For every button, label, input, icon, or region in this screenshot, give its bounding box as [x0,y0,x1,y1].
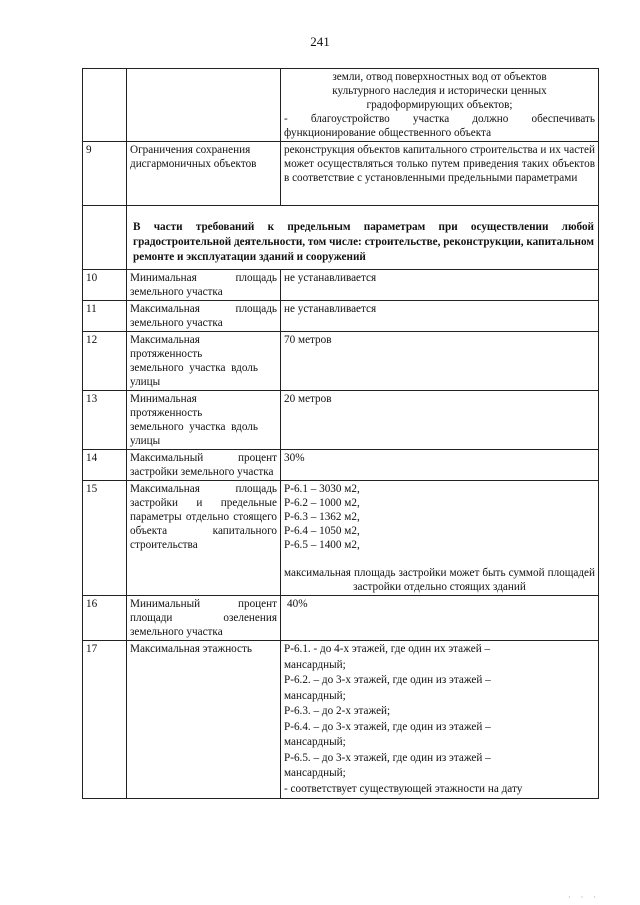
table-row-9 [83,142,599,206]
floors-line: Р-6.1. - до 4-х этажей, где один их этажей – [284,643,491,655]
cell-value: не устанавливается [281,301,599,332]
area-value: Р-6.5 – 1400 м2, [284,539,360,551]
cell-name: Ограничения сохранения дисгармоничных объектов [127,142,281,206]
floors-line: - соответствует существующей этажности на дату [284,782,523,795]
area-value: Р-6.3 – 1362 м2, [284,511,360,523]
table-row-15 [83,481,599,596]
cell-num: 9 [83,142,127,206]
scan-mark: · · · [568,893,600,902]
floors-line: Р-6.3. – до 2-х этажей; [284,705,391,717]
continuation-line: функционирование общественного объекта [284,127,492,139]
table-row-continuation [83,69,599,142]
cell-value: реконструкция объектов капитального строительства и их частей может осуществляться только путем приведения таких объектов в соответствие с установленными предельными параметрами [281,142,599,206]
floors-line: мансардный; [284,689,346,702]
cell-name: Минимальный процент площади озеленения земельного участка [127,596,281,641]
cell-name: Минимальная площадь земельного участка [127,270,281,301]
section-heading-row [83,206,599,270]
floors-line: мансардный; [284,658,346,671]
page-number: 241 [310,34,330,49]
cell-num: 16 [83,596,127,641]
section-heading: В части требований к предельным параметрам при осуществлении любой градостроительной деятельности, том числе: строительстве, реконструкции, капитальном ремонте и эксплуатации зданий и сооружений [127,206,599,270]
table-row-13 [83,391,599,450]
continuation-line: градоформирующих объектов; [366,99,513,111]
area-value: Р-6.4 – 1050 м2, [284,525,360,537]
table-row-14 [83,450,599,481]
continuation-line: земли, отвод поверхностных вод от объектов [332,71,547,83]
cell-value: 40% [281,596,599,641]
cell-value [281,481,599,596]
cell-value: 30% [281,450,599,481]
floors-line: Р-6.5. – до 3-х этажей, где один из этажей – [284,751,491,764]
cell-name: Минимальная протяженность земельного участка вдоль улицы [127,391,281,450]
cell-name: Максимальная протяженность земельного участка вдоль улицы [127,332,281,391]
cell-name: Максимальная этажность [127,641,281,799]
cell-num: 10 [83,270,127,301]
cell-num: 15 [83,481,127,596]
cell-value [281,69,599,142]
cell-num: 17 [83,641,127,799]
continuation-line: культурного наследия и исторически ценных [332,85,547,97]
cell-num: 12 [83,332,127,391]
cell-name: Максимальный процент застройки земельного участка [127,450,281,481]
area-note: максимальная площадь застройки может быть суммой площадей застройки отдельно стоящих зданий [284,567,595,593]
continuation-line: - благоустройство участка должно обеспечивать [284,113,595,125]
cell-num: 13 [83,391,127,450]
cell-num: 14 [83,450,127,481]
area-value: Р-6.1 – 3030 м2, [284,483,360,495]
regulations-table [82,68,599,799]
cell-name: Максимальная площадь застройки и предельные параметры отдельно стоящего объекта капитального строительства [127,481,281,596]
table-row-17 [83,641,599,799]
cell-value: 70 метров [281,332,599,391]
cell-value: 20 метров [281,391,599,450]
floors-line: Р-6.4. – до 3-х этажей, где один из этажей – [284,720,491,733]
area-value: Р-6.2 – 1000 м2, [284,497,360,509]
spacer [284,552,595,566]
cell-num: 11 [83,301,127,332]
cell-name: Максимальная площадь земельного участка [127,301,281,332]
cell-num [83,69,127,142]
floors-line: мансардный; [284,767,346,779]
cell-num [83,206,127,270]
cell-value [281,641,599,799]
floors-line: Р-6.2. – до 3-х этажей, где один из этажей – [284,674,491,686]
cell-value: не устанавливается [281,270,599,301]
table-row-12 [83,332,599,391]
table-row-16 [83,596,599,641]
floors-line: мансардный; [284,736,346,748]
cell-name [127,69,281,142]
table-row-10 [83,270,599,301]
table-row-11 [83,301,599,332]
